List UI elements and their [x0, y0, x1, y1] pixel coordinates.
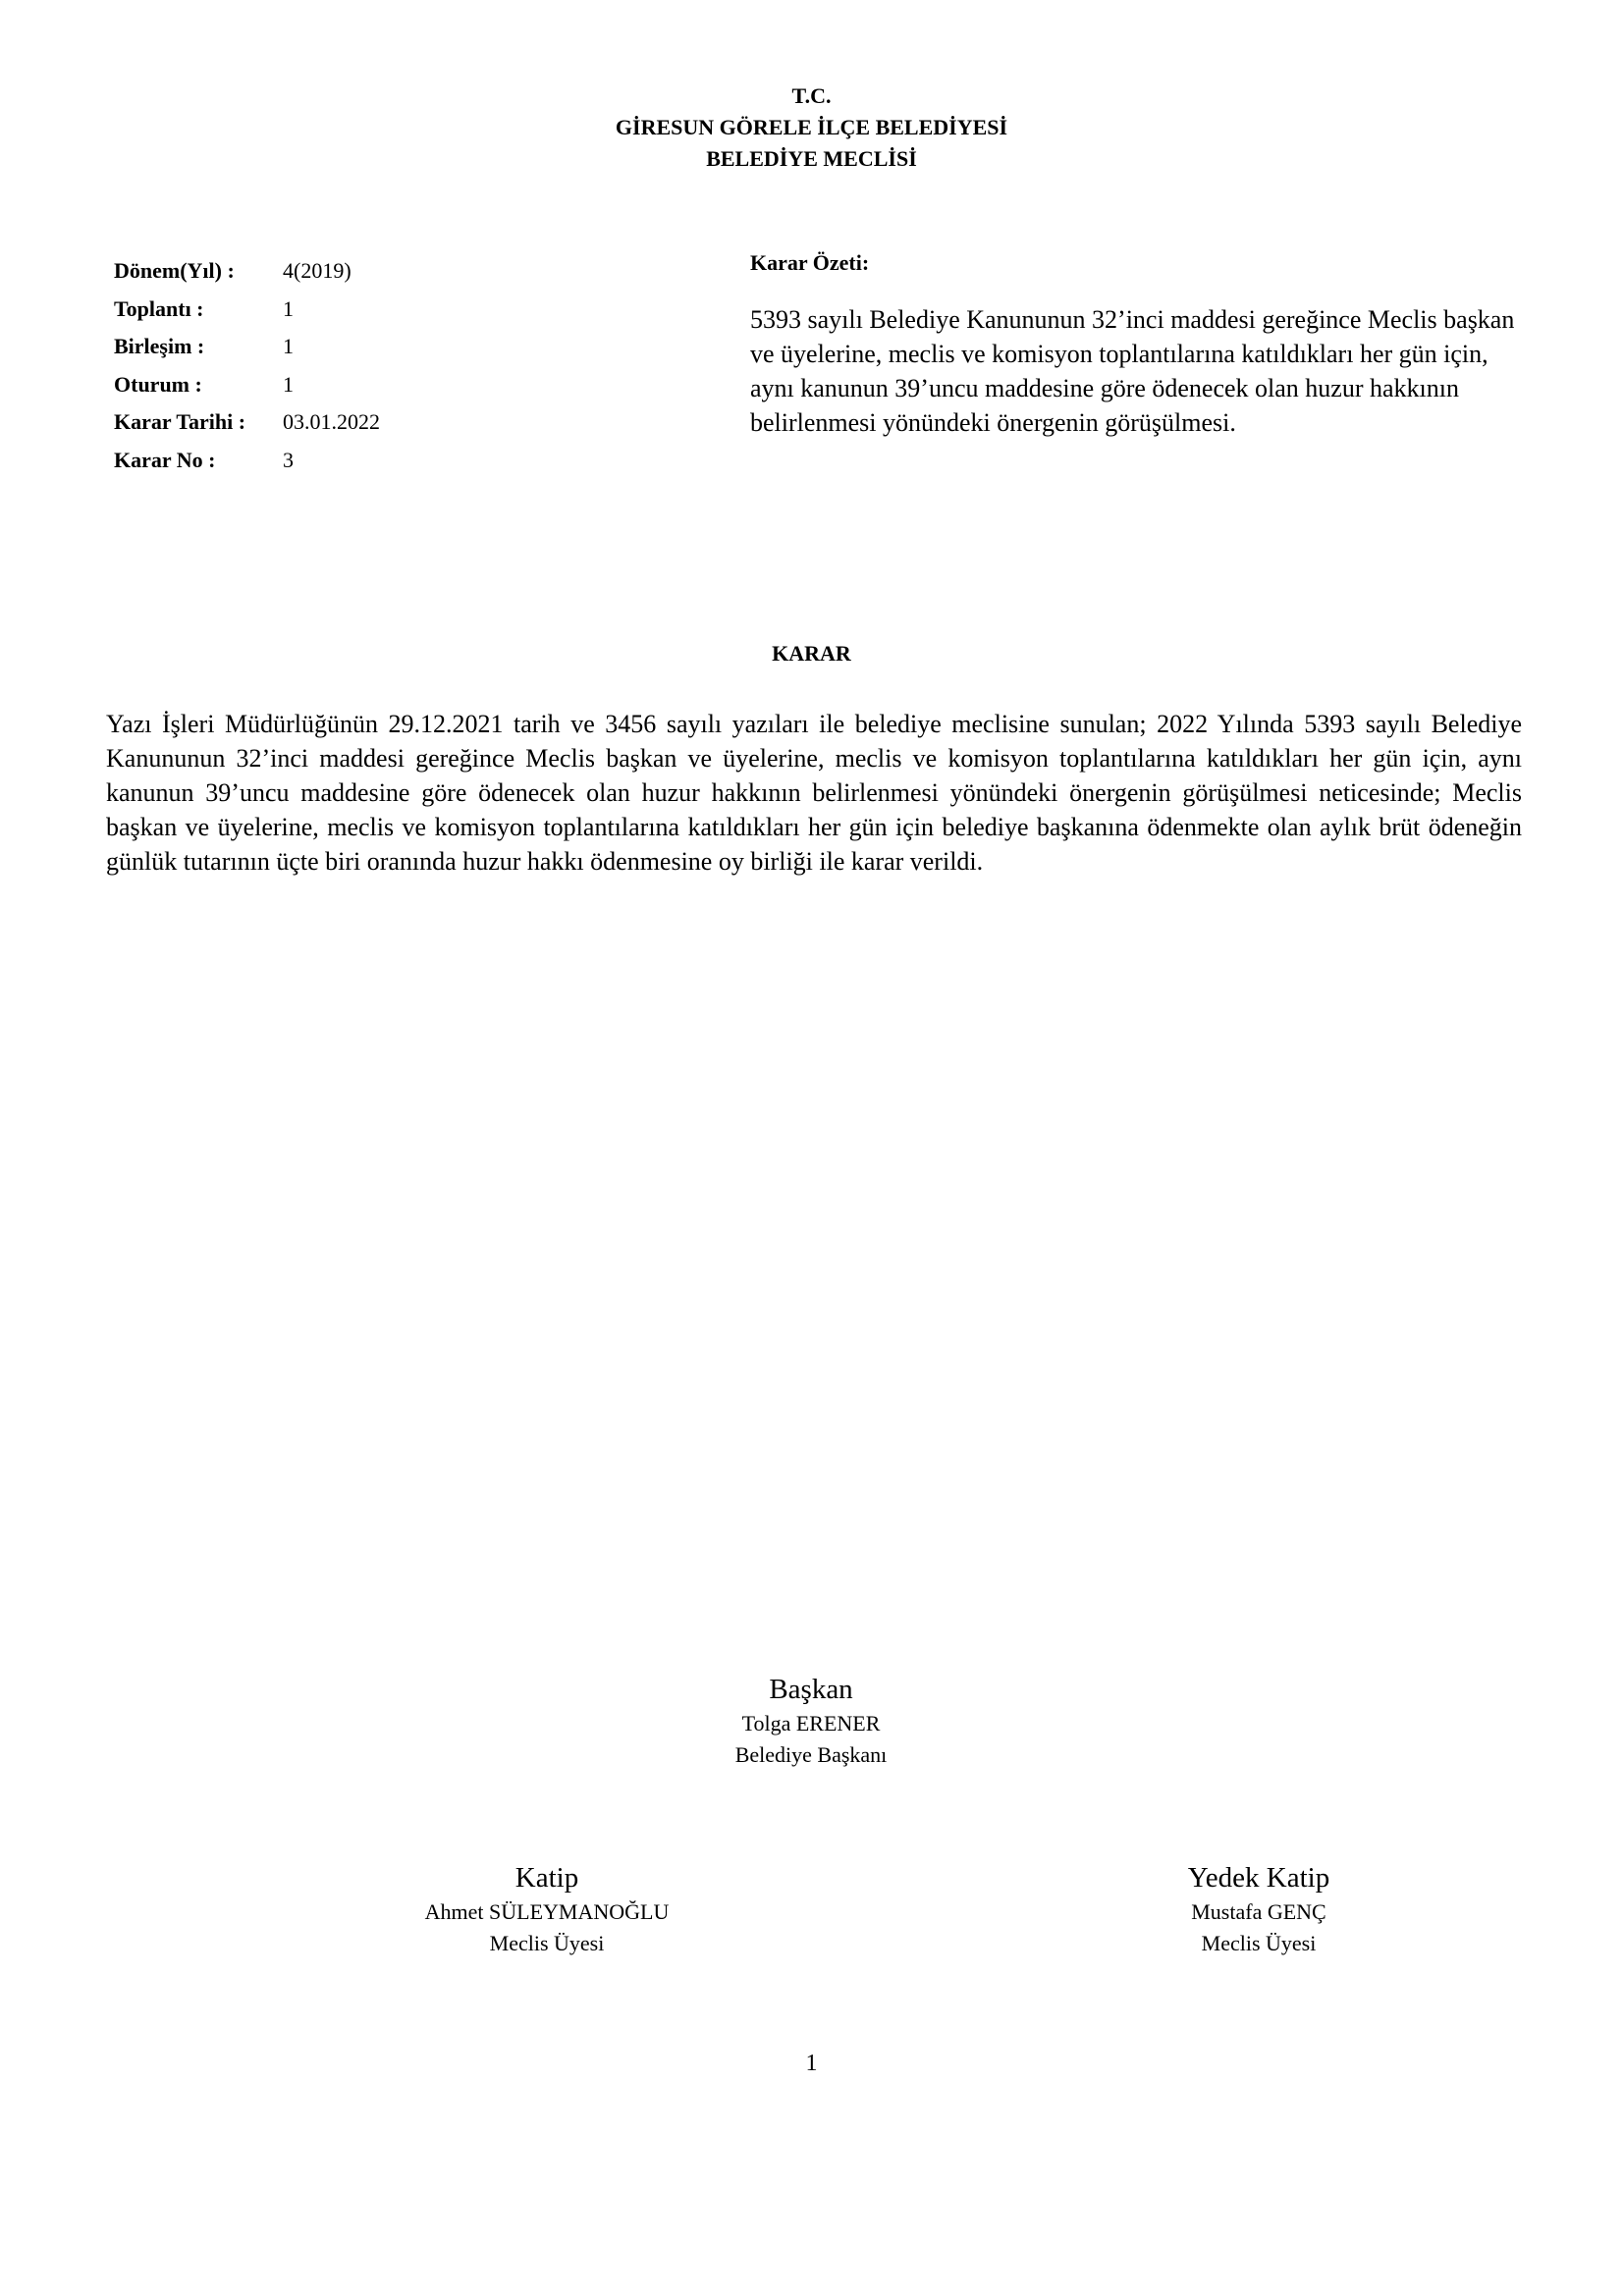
meta-label: Oturum :	[114, 371, 202, 397]
signature-baskan	[615, 1671, 1007, 1771]
signature-title: Belediye Başkanı	[734, 1742, 888, 1767]
decision-title: KARAR	[772, 641, 851, 666]
meta-value: 4(2019)	[283, 258, 352, 284]
meta-value: 1	[283, 371, 294, 397]
meta-row-toplanti	[114, 291, 664, 329]
summary-title: Karar Özeti:	[750, 250, 870, 275]
decision-summary	[750, 247, 1536, 440]
page-number: 1	[805, 2051, 818, 2076]
meta-label: Toplantı :	[114, 295, 204, 321]
document-header	[0, 80, 1623, 175]
signature-title: Meclis Üyesi	[489, 1931, 605, 1955]
meta-value: 03.01.2022	[283, 409, 380, 435]
meta-label: Karar Tarihi :	[114, 409, 246, 435]
summary-text: 5393 sayılı Belediye Kanununun 32’inci maddesi gereğince Meclis başkan ve üyelerine, meclis ve komisyon toplantılarına katıldıkları her gün için, aynı kanunun 39’uncu maddesine göre ödenecek olan huzur hakkının belirlenmesi yönündeki önergenin görüşülmesi.	[750, 305, 1515, 437]
meta-row-karar-tarihi	[114, 403, 664, 442]
signature-role: Katip	[514, 1862, 579, 1894]
signature-name: Mustafa GENÇ	[1191, 1899, 1326, 1924]
meta-row-birlesim	[114, 328, 664, 366]
signature-role: Başkan	[769, 1674, 853, 1705]
header-country: T.C.	[791, 83, 832, 108]
meta-value: 1	[283, 334, 294, 359]
meta-label: Karar No :	[114, 447, 216, 472]
meta-table	[114, 252, 664, 479]
meta-value: 1	[283, 295, 294, 321]
header-municipality: GİRESUN GÖRELE İLÇE BELEDİYESİ	[615, 115, 1008, 139]
meta-label: Birleşim :	[114, 334, 205, 359]
signature-role: Yedek Katip	[1187, 1862, 1330, 1894]
signature-name: Tolga ERENER	[741, 1711, 881, 1735]
signature-name: Ahmet SÜLEYMANOĞLU	[424, 1899, 670, 1924]
meta-row-donem	[114, 252, 664, 291]
meta-label: Dönem(Yıl) :	[114, 258, 235, 284]
meta-row-oturum	[114, 366, 664, 404]
decision-text: Yazı İşleri Müdürlüğünün 29.12.2021 tarih ve 3456 sayılı yazıları ile belediye meclisine sunulan; 2022 Yılında 5393 sayılı Belediye Kanununun 32’inci maddesi gereğince Meclis başkan ve üyelerine, meclis ve komisyon toplantılarına katıldıkları her gün için, aynı kanunun 39’uncu maddesine göre ödenecek olan huzur hakkının belirlenmesi yönündeki önergenin görüşülmesi neticesinde; Meclis başkan ve üyelerine, meclis ve komisyon toplantılarına katıldıkları her gün için belediye başkanına ödenmekte olan aylık brüt ödeneğin günlük tutarının üçte biri oranında huzur hakkı ödenmesine oy birliği ile karar verildi.	[106, 710, 1522, 876]
signature-title: Meclis Üyesi	[1201, 1931, 1317, 1955]
header-council: BELEDİYE MECLİSİ	[706, 146, 917, 171]
signature-katip	[351, 1859, 743, 1959]
signature-yedek-katip	[1062, 1859, 1455, 1959]
meta-row-karar-no	[114, 442, 664, 480]
meta-value: 3	[283, 447, 294, 472]
